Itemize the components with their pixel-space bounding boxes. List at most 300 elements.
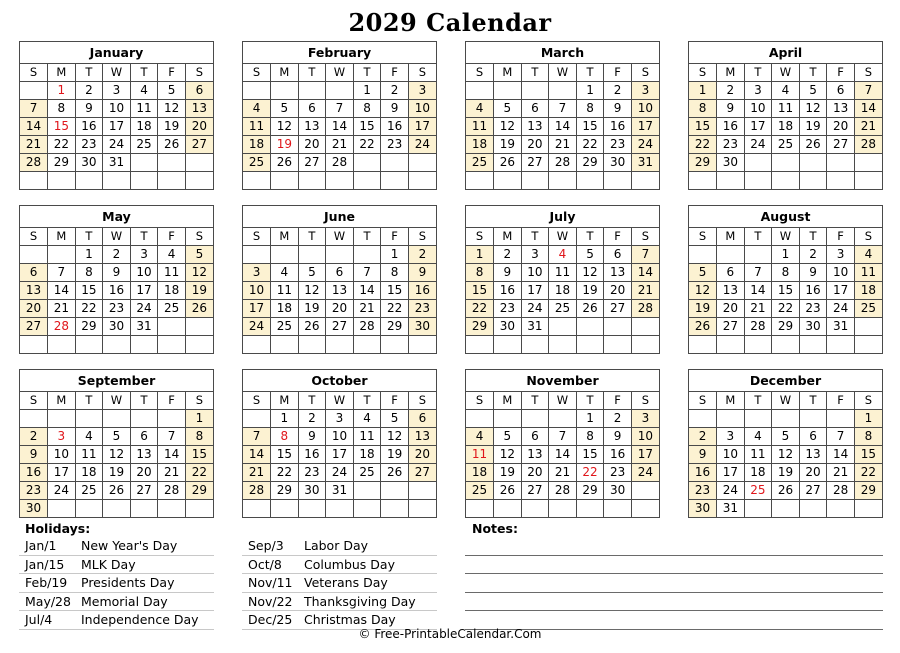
weekday-header: S (631, 64, 659, 82)
day-cell: 10 (827, 264, 855, 282)
empty-cell (48, 410, 76, 428)
month-grid (466, 64, 659, 189)
note-line[interactable] (465, 556, 883, 575)
empty-cell (717, 336, 745, 354)
empty-cell (799, 410, 827, 428)
day-cell: 5 (158, 82, 186, 100)
day-cell: 5 (494, 100, 522, 118)
day-cell: 3 (130, 246, 158, 264)
empty-cell (772, 172, 800, 190)
day-cell: 14 (549, 118, 577, 136)
day-cell: 3 (103, 82, 131, 100)
day-cell: 8 (185, 428, 213, 446)
note-line[interactable] (465, 593, 883, 612)
day-cell: 15 (185, 446, 213, 464)
empty-cell (243, 246, 271, 264)
day-cell: 2 (408, 246, 436, 264)
day-cell: 6 (799, 428, 827, 446)
day-cell: 28 (353, 318, 381, 336)
day-cell: 12 (103, 446, 131, 464)
day-cell: 1 (75, 246, 103, 264)
day-cell: 5 (185, 246, 213, 264)
weekday-header: T (521, 228, 549, 246)
day-cell: 2 (689, 428, 717, 446)
empty-cell (549, 318, 577, 336)
day-cell: 28 (549, 154, 577, 172)
day-cell: 16 (20, 464, 48, 482)
day-cell: 5 (576, 246, 604, 264)
empty-cell (689, 246, 717, 264)
day-cell: 7 (549, 428, 577, 446)
holiday-name: Columbus Day (304, 556, 395, 572)
day-cell: 12 (689, 282, 717, 300)
day-cell: 11 (243, 118, 271, 136)
day-cell: 6 (185, 82, 213, 100)
day-cell: 24 (827, 300, 855, 318)
day-cell: 14 (353, 282, 381, 300)
holiday-date: Jul/4 (25, 612, 53, 627)
weekday-header: S (466, 64, 494, 82)
day-cell: 17 (631, 446, 659, 464)
day-cell: 7 (854, 82, 882, 100)
empty-cell (243, 336, 271, 354)
empty-cell (854, 336, 882, 354)
holiday-day-cell: 1 (48, 82, 76, 100)
day-cell: 17 (130, 282, 158, 300)
notes-heading: Notes: (472, 521, 518, 536)
day-cell: 27 (717, 318, 745, 336)
day-cell: 21 (549, 136, 577, 154)
empty-cell (158, 410, 186, 428)
day-cell: 8 (353, 100, 381, 118)
day-cell: 8 (466, 264, 494, 282)
day-cell: 9 (604, 428, 632, 446)
holiday-name: Memorial Day (81, 593, 168, 609)
day-cell: 9 (799, 264, 827, 282)
weekday-header: S (689, 392, 717, 410)
month-december (688, 369, 883, 518)
empty-cell (20, 410, 48, 428)
month-grid (20, 64, 213, 189)
weekday-header: W (549, 392, 577, 410)
day-cell: 2 (604, 410, 632, 428)
day-cell: 9 (408, 264, 436, 282)
weekday-header: S (243, 64, 271, 82)
day-cell: 31 (827, 318, 855, 336)
weekday-header: T (799, 228, 827, 246)
day-cell: 8 (576, 428, 604, 446)
weekday-header: M (494, 228, 522, 246)
day-cell: 13 (20, 282, 48, 300)
day-cell: 8 (381, 264, 409, 282)
weekday-header: T (576, 392, 604, 410)
day-cell: 1 (381, 246, 409, 264)
day-cell: 29 (271, 482, 299, 500)
empty-cell (576, 318, 604, 336)
empty-cell (854, 154, 882, 172)
note-line[interactable] (465, 574, 883, 593)
day-cell: 21 (326, 136, 354, 154)
month-september (19, 369, 214, 518)
empty-cell (243, 500, 271, 518)
day-cell: 4 (75, 428, 103, 446)
holiday-day-cell: 22 (576, 464, 604, 482)
empty-cell (744, 336, 772, 354)
day-cell: 14 (243, 446, 271, 464)
day-cell: 16 (689, 464, 717, 482)
holiday-row (242, 574, 437, 593)
month-grid (689, 64, 882, 189)
day-cell: 15 (353, 118, 381, 136)
weekday-header: T (353, 392, 381, 410)
day-cell: 16 (298, 446, 326, 464)
day-cell: 31 (631, 154, 659, 172)
month-name: July (466, 206, 659, 228)
day-cell: 27 (130, 482, 158, 500)
empty-cell (799, 172, 827, 190)
day-cell: 3 (521, 246, 549, 264)
day-cell: 16 (494, 282, 522, 300)
day-cell: 18 (75, 464, 103, 482)
empty-cell (521, 172, 549, 190)
page-title: 2029 Calendar (348, 8, 552, 37)
empty-cell (298, 336, 326, 354)
weekday-header: W (103, 64, 131, 82)
day-cell: 19 (772, 464, 800, 482)
weekday-header: F (827, 392, 855, 410)
day-cell: 27 (185, 136, 213, 154)
holiday-date: Jan/15 (25, 556, 65, 572)
day-cell: 29 (466, 318, 494, 336)
empty-cell (408, 336, 436, 354)
day-cell: 12 (772, 446, 800, 464)
day-cell: 2 (799, 246, 827, 264)
empty-cell (799, 336, 827, 354)
empty-cell (326, 336, 354, 354)
empty-cell (48, 172, 76, 190)
weekday-header: S (243, 392, 271, 410)
empty-cell (494, 500, 522, 518)
weekday-header: T (130, 392, 158, 410)
holiday-day-cell: 8 (271, 428, 299, 446)
weekday-header: S (631, 392, 659, 410)
empty-cell (549, 172, 577, 190)
empty-cell (158, 500, 186, 518)
day-cell: 12 (158, 100, 186, 118)
day-cell: 2 (604, 82, 632, 100)
empty-cell (243, 82, 271, 100)
empty-cell (353, 482, 381, 500)
empty-cell (271, 246, 299, 264)
weekday-header: W (772, 64, 800, 82)
empty-cell (326, 82, 354, 100)
empty-cell (185, 318, 213, 336)
empty-cell (158, 318, 186, 336)
day-cell: 16 (381, 118, 409, 136)
day-cell: 5 (271, 100, 299, 118)
weekday-header: S (466, 228, 494, 246)
day-cell: 22 (854, 464, 882, 482)
empty-cell (408, 154, 436, 172)
day-cell: 24 (48, 482, 76, 500)
day-cell: 23 (799, 300, 827, 318)
empty-cell (243, 172, 271, 190)
empty-cell (20, 336, 48, 354)
day-cell: 27 (604, 300, 632, 318)
day-cell: 29 (75, 318, 103, 336)
day-cell: 7 (243, 428, 271, 446)
day-cell: 2 (103, 246, 131, 264)
weekday-header: M (271, 392, 299, 410)
month-grid (466, 392, 659, 517)
weekday-header: S (631, 228, 659, 246)
day-cell: 11 (466, 118, 494, 136)
day-cell: 18 (353, 446, 381, 464)
day-cell: 21 (631, 282, 659, 300)
day-cell: 9 (494, 264, 522, 282)
day-cell: 23 (717, 136, 745, 154)
day-cell: 15 (381, 282, 409, 300)
day-cell: 15 (576, 118, 604, 136)
day-cell: 7 (20, 100, 48, 118)
day-cell: 15 (271, 446, 299, 464)
day-cell: 14 (326, 118, 354, 136)
weekday-header: F (827, 64, 855, 82)
day-cell: 20 (185, 118, 213, 136)
month-grid (20, 392, 213, 517)
empty-cell (130, 410, 158, 428)
day-cell: 24 (631, 136, 659, 154)
weekday-header: S (854, 64, 882, 82)
day-cell: 16 (103, 282, 131, 300)
empty-cell (20, 82, 48, 100)
day-cell: 19 (494, 464, 522, 482)
day-cell: 11 (353, 428, 381, 446)
empty-cell (158, 172, 186, 190)
day-cell: 21 (48, 300, 76, 318)
day-cell: 13 (521, 118, 549, 136)
empty-cell (631, 318, 659, 336)
holiday-day-cell: 25 (744, 482, 772, 500)
empty-cell (103, 500, 131, 518)
day-cell: 18 (466, 464, 494, 482)
day-cell: 14 (744, 282, 772, 300)
day-cell: 28 (158, 482, 186, 500)
day-cell: 14 (20, 118, 48, 136)
day-cell: 1 (353, 82, 381, 100)
empty-cell (75, 500, 103, 518)
day-cell: 17 (326, 446, 354, 464)
weekday-header: W (549, 64, 577, 82)
day-cell: 10 (521, 264, 549, 282)
empty-cell (494, 82, 522, 100)
empty-cell (48, 336, 76, 354)
day-cell: 1 (185, 410, 213, 428)
day-cell: 17 (744, 118, 772, 136)
empty-cell (576, 336, 604, 354)
day-cell: 19 (494, 136, 522, 154)
weekday-header: M (717, 228, 745, 246)
day-cell: 23 (75, 136, 103, 154)
day-cell: 25 (353, 464, 381, 482)
empty-cell (103, 336, 131, 354)
day-cell: 20 (604, 282, 632, 300)
day-cell: 6 (717, 264, 745, 282)
weekday-header: F (158, 228, 186, 246)
day-cell: 22 (576, 136, 604, 154)
day-cell: 11 (744, 446, 772, 464)
day-cell: 29 (854, 482, 882, 500)
day-cell: 27 (799, 482, 827, 500)
weekday-header: T (130, 64, 158, 82)
empty-cell (744, 172, 772, 190)
empty-cell (408, 172, 436, 190)
day-cell: 26 (271, 154, 299, 172)
month-august (688, 205, 883, 354)
day-cell: 27 (827, 136, 855, 154)
month-grid (466, 228, 659, 353)
holiday-row (242, 537, 437, 556)
day-cell: 30 (103, 318, 131, 336)
day-cell: 23 (604, 464, 632, 482)
day-cell: 16 (717, 118, 745, 136)
month-name: March (466, 42, 659, 64)
empty-cell (408, 500, 436, 518)
day-cell: 22 (772, 300, 800, 318)
day-cell: 31 (521, 318, 549, 336)
day-cell: 30 (717, 154, 745, 172)
day-cell: 1 (576, 82, 604, 100)
weekday-header: S (408, 392, 436, 410)
day-cell: 30 (604, 482, 632, 500)
day-cell: 5 (298, 264, 326, 282)
day-cell: 6 (521, 100, 549, 118)
month-name: April (689, 42, 882, 64)
weekday-header: W (772, 228, 800, 246)
day-cell: 19 (689, 300, 717, 318)
weekday-header: F (381, 392, 409, 410)
weekday-header: T (298, 228, 326, 246)
weekday-header: S (185, 64, 213, 82)
empty-cell (854, 318, 882, 336)
empty-cell (243, 410, 271, 428)
holiday-date: Dec/25 (248, 612, 293, 627)
day-cell: 24 (243, 318, 271, 336)
holiday-name: Labor Day (304, 538, 369, 553)
day-cell: 26 (494, 154, 522, 172)
day-cell: 3 (631, 82, 659, 100)
day-cell: 27 (521, 482, 549, 500)
day-cell: 9 (717, 100, 745, 118)
day-cell: 14 (854, 100, 882, 118)
empty-cell (772, 500, 800, 518)
day-cell: 26 (494, 482, 522, 500)
weekday-header: M (48, 392, 76, 410)
weekday-header: T (298, 392, 326, 410)
day-cell: 24 (103, 136, 131, 154)
empty-cell (576, 500, 604, 518)
day-cell: 8 (576, 100, 604, 118)
month-name: December (689, 370, 882, 392)
day-cell: 24 (744, 136, 772, 154)
weekday-header: F (827, 228, 855, 246)
month-name: September (20, 370, 213, 392)
month-grid (243, 64, 436, 189)
month-name: June (243, 206, 436, 228)
day-cell: 1 (466, 246, 494, 264)
day-cell: 1 (271, 410, 299, 428)
weekday-header: F (604, 64, 632, 82)
empty-cell (353, 172, 381, 190)
day-cell: 29 (48, 154, 76, 172)
day-cell: 27 (20, 318, 48, 336)
day-cell: 12 (576, 264, 604, 282)
day-cell: 7 (158, 428, 186, 446)
day-cell: 10 (326, 428, 354, 446)
day-cell: 31 (326, 482, 354, 500)
empty-cell (772, 336, 800, 354)
day-cell: 17 (631, 118, 659, 136)
day-cell: 8 (689, 100, 717, 118)
empty-cell (744, 410, 772, 428)
day-cell: 6 (326, 264, 354, 282)
weekday-header: M (494, 64, 522, 82)
day-cell: 20 (326, 300, 354, 318)
holiday-day-cell: 28 (48, 318, 76, 336)
day-cell: 1 (689, 82, 717, 100)
day-cell: 26 (298, 318, 326, 336)
day-cell: 26 (689, 318, 717, 336)
day-cell: 5 (381, 410, 409, 428)
day-cell: 25 (158, 300, 186, 318)
day-cell: 9 (103, 264, 131, 282)
weekday-header: M (271, 228, 299, 246)
day-cell: 30 (799, 318, 827, 336)
empty-cell (158, 336, 186, 354)
empty-cell (604, 336, 632, 354)
month-may (19, 205, 214, 354)
day-cell: 10 (48, 446, 76, 464)
notes-area[interactable] (465, 537, 883, 630)
day-cell: 11 (854, 264, 882, 282)
holiday-date: Oct/8 (248, 556, 282, 572)
empty-cell (689, 410, 717, 428)
day-cell: 21 (549, 464, 577, 482)
holiday-day-cell: 3 (48, 428, 76, 446)
day-cell: 8 (75, 264, 103, 282)
day-cell: 2 (20, 428, 48, 446)
day-cell: 10 (631, 428, 659, 446)
day-cell: 20 (130, 464, 158, 482)
day-cell: 17 (243, 300, 271, 318)
day-cell: 17 (717, 464, 745, 482)
day-cell: 1 (576, 410, 604, 428)
day-cell: 9 (604, 100, 632, 118)
note-line[interactable] (465, 537, 883, 556)
day-cell: 17 (827, 282, 855, 300)
empty-cell (130, 336, 158, 354)
day-cell: 25 (466, 482, 494, 500)
empty-cell (271, 500, 299, 518)
day-cell: 23 (494, 300, 522, 318)
day-cell: 10 (717, 446, 745, 464)
weekday-header: F (158, 392, 186, 410)
day-cell: 27 (408, 464, 436, 482)
holiday-list-left (19, 537, 214, 630)
day-cell: 8 (854, 428, 882, 446)
day-cell: 6 (604, 246, 632, 264)
holiday-name: New Year's Day (81, 538, 178, 553)
